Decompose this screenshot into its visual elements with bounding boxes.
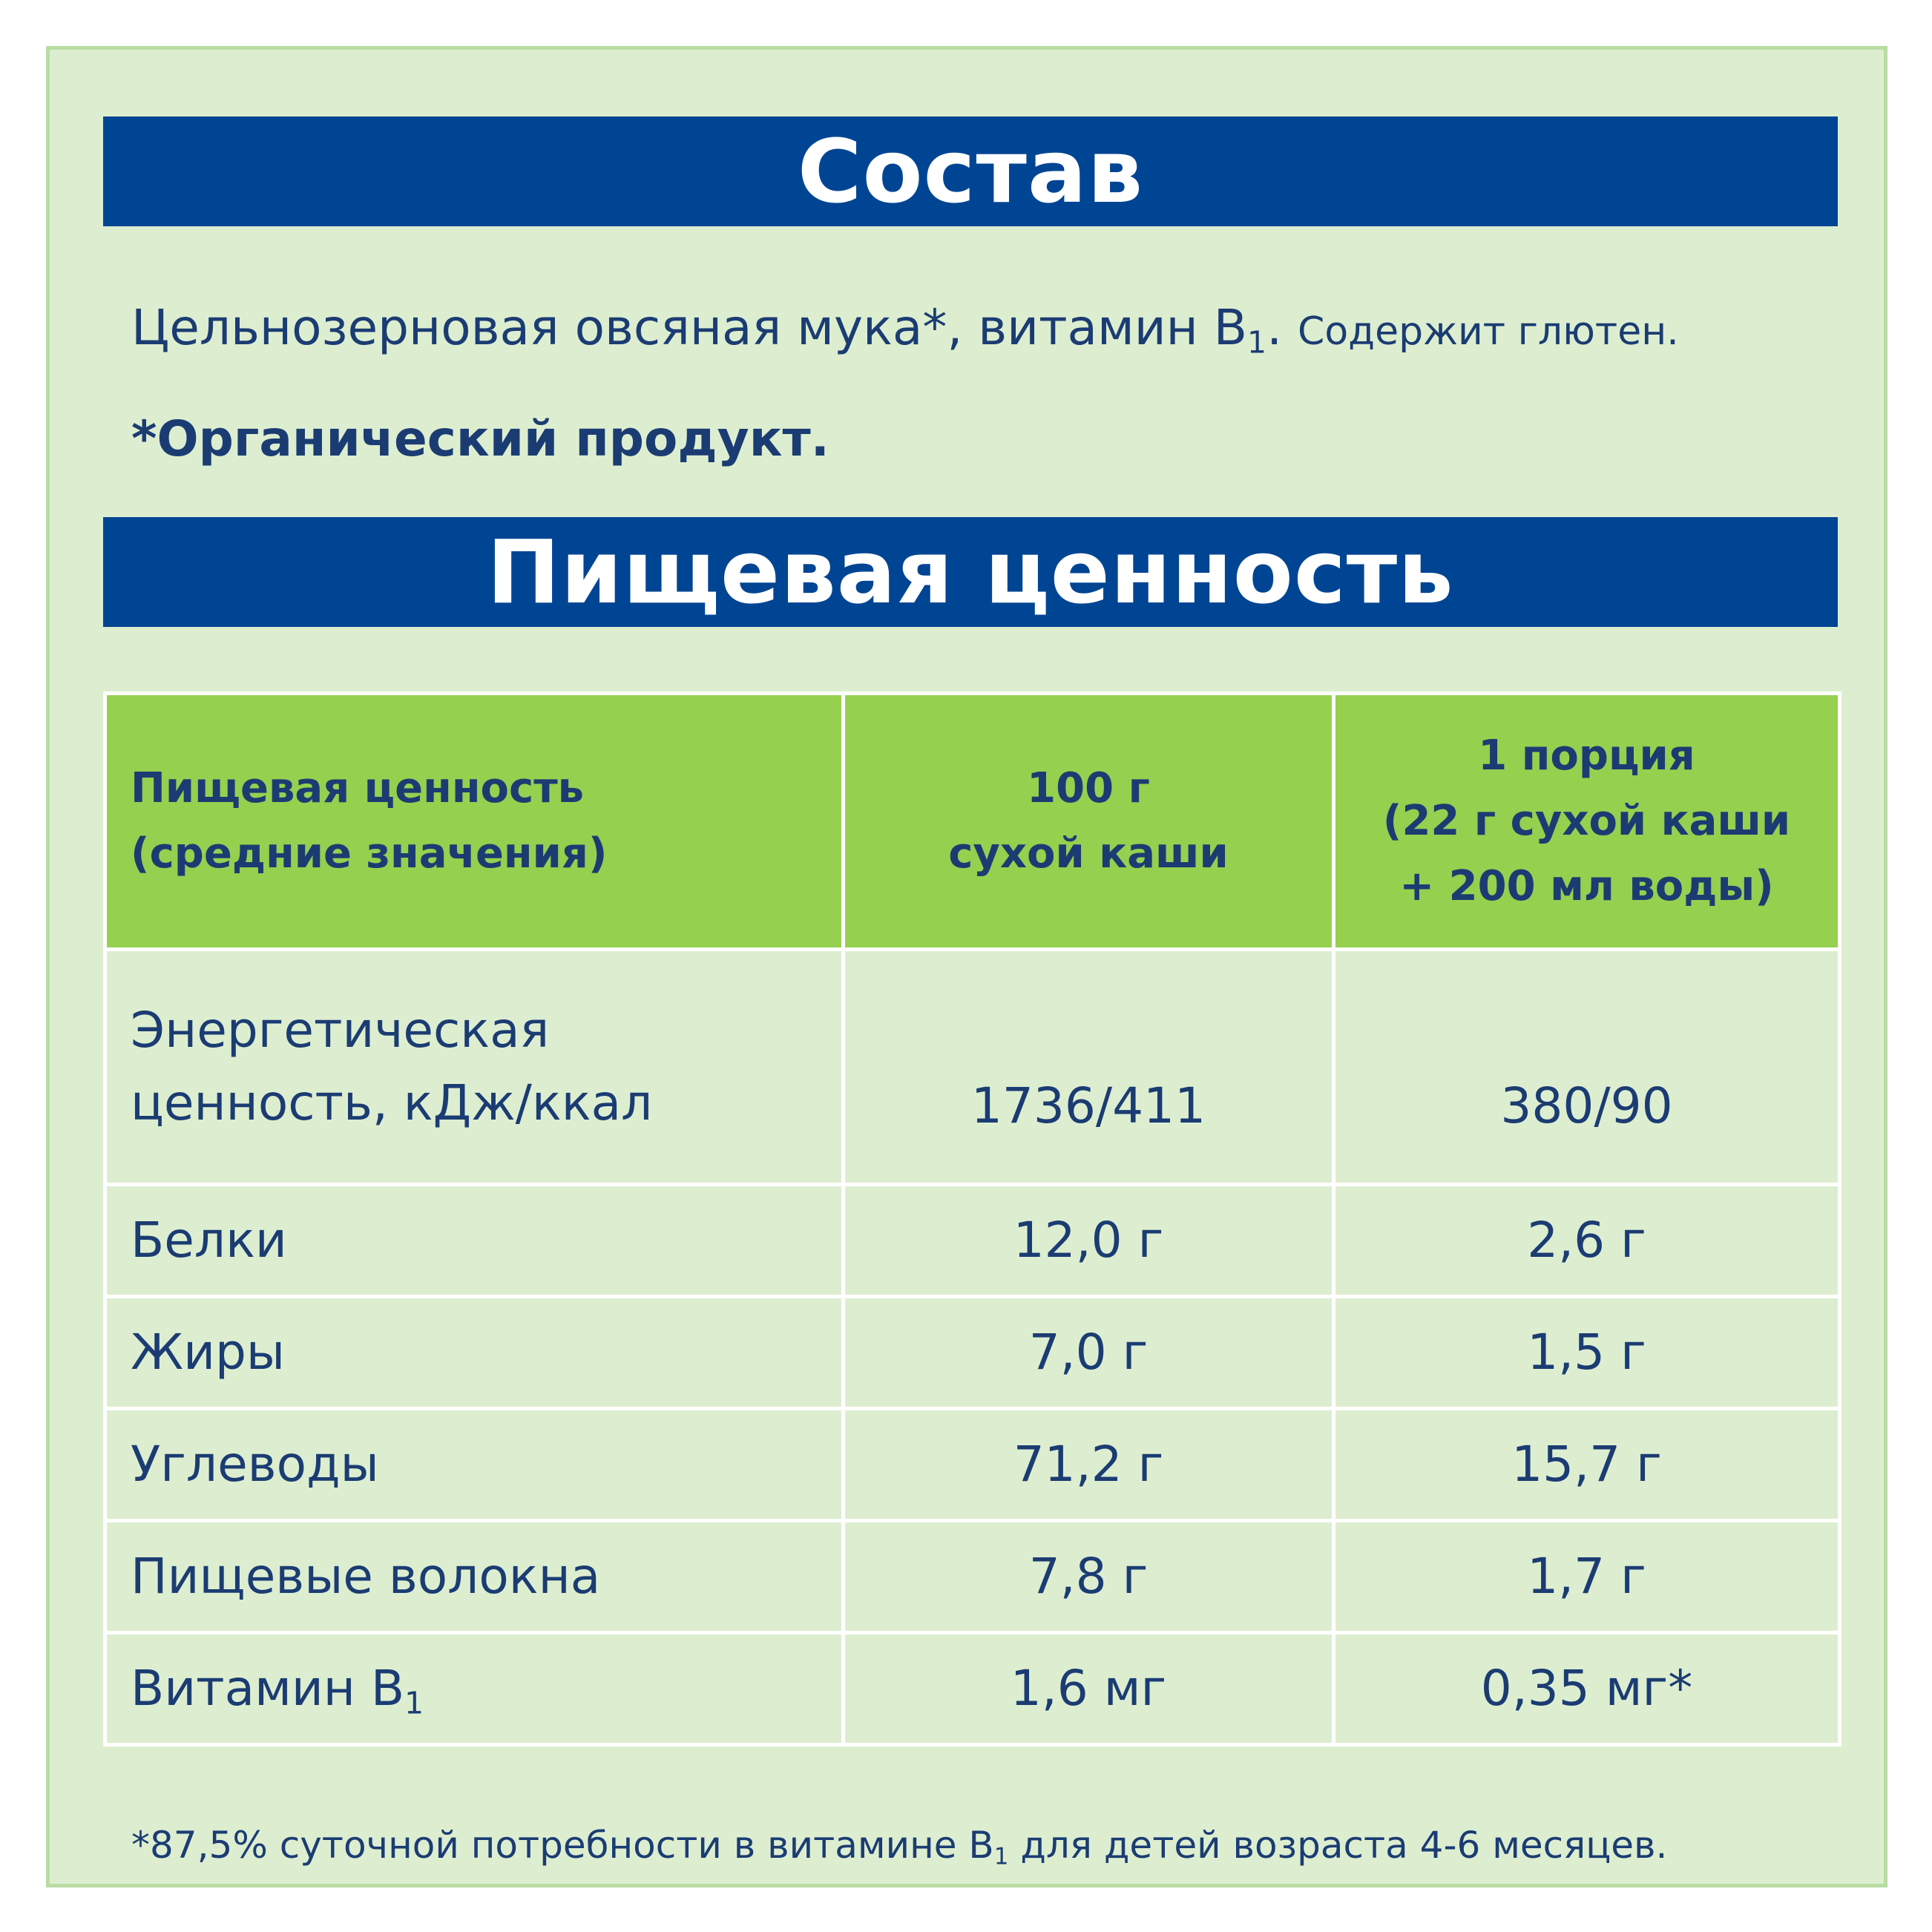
header-nutrient-line2: (средние значения) — [131, 829, 608, 878]
row-portion: 1,7 г — [1334, 1521, 1840, 1633]
ingredients-main: Цельнозерновая овсяная мука*, витамин B — [131, 299, 1248, 356]
row-name-line2: ценность, кДж/ккал — [131, 1074, 653, 1131]
nutrition-table — [103, 691, 1841, 1747]
row-per100: 71,2 г — [844, 1409, 1334, 1521]
row-per100: 7,0 г — [844, 1297, 1334, 1409]
row-name-line1: Энергетическая — [131, 1002, 550, 1059]
header-per100 — [844, 694, 1334, 950]
row-portion: 0,35 мг* — [1334, 1633, 1840, 1745]
composition-title: Состав — [103, 116, 1838, 226]
row-per100: 1736/411 — [844, 950, 1334, 1185]
row-per100: 12,0 г — [844, 1185, 1334, 1297]
vitamin-subscript: 1 — [1247, 324, 1267, 361]
table-row — [105, 1185, 1840, 1297]
header-nutrient — [105, 694, 844, 950]
header-portion-line1: 1 порция — [1478, 732, 1695, 780]
row-name: Пищевые волокна — [105, 1521, 844, 1633]
row-name-text: Витамин B — [131, 1660, 405, 1717]
ingredients-punct: . — [1266, 299, 1283, 356]
row-name-subscript: 1 — [404, 1685, 424, 1721]
row-name: Жиры — [105, 1297, 844, 1409]
row-name — [105, 950, 844, 1185]
row-name: Углеводы — [105, 1409, 844, 1521]
row-portion: 15,7 г — [1334, 1409, 1840, 1521]
table-row — [105, 1521, 1840, 1633]
row-per100: 1,6 мг — [844, 1633, 1334, 1745]
table-row — [105, 950, 1840, 1185]
header-per100-line1: 100 г — [1027, 764, 1150, 812]
row-portion: 2,6 г — [1334, 1185, 1840, 1297]
header-portion-line3: + 200 мл воды) — [1399, 862, 1774, 910]
header-portion — [1334, 694, 1840, 950]
footnote-subscript: 1 — [993, 1843, 1009, 1870]
header-nutrient-line1: Пищевая ценность — [131, 764, 585, 812]
footnote — [131, 1819, 1667, 1871]
footnote-text: *87,5% суточной потребности в витамине B — [131, 1824, 994, 1867]
row-per100: 7,8 г — [844, 1521, 1334, 1633]
header-per100-line2: сухой каши — [948, 829, 1229, 878]
row-name — [105, 1633, 844, 1745]
table-row — [105, 1409, 1840, 1521]
row-portion: 1,5 г — [1334, 1297, 1840, 1409]
row-name: Белки — [105, 1185, 844, 1297]
gluten-note: Содержит глютен. — [1298, 309, 1679, 354]
row-portion: 380/90 — [1334, 950, 1840, 1185]
header-portion-line2: (22 г сухой каши — [1382, 797, 1791, 845]
table-header-row — [105, 694, 1840, 950]
ingredients-text — [131, 295, 1679, 365]
organic-note: *Органический продукт. — [131, 410, 829, 467]
footnote-text-tail: для детей возраста 4-6 месяцев. — [1008, 1824, 1668, 1867]
nutrition-title: Пищевая ценность — [103, 517, 1838, 627]
table-row — [105, 1297, 1840, 1409]
label-panel — [46, 46, 1887, 1887]
table-row — [105, 1633, 1840, 1745]
